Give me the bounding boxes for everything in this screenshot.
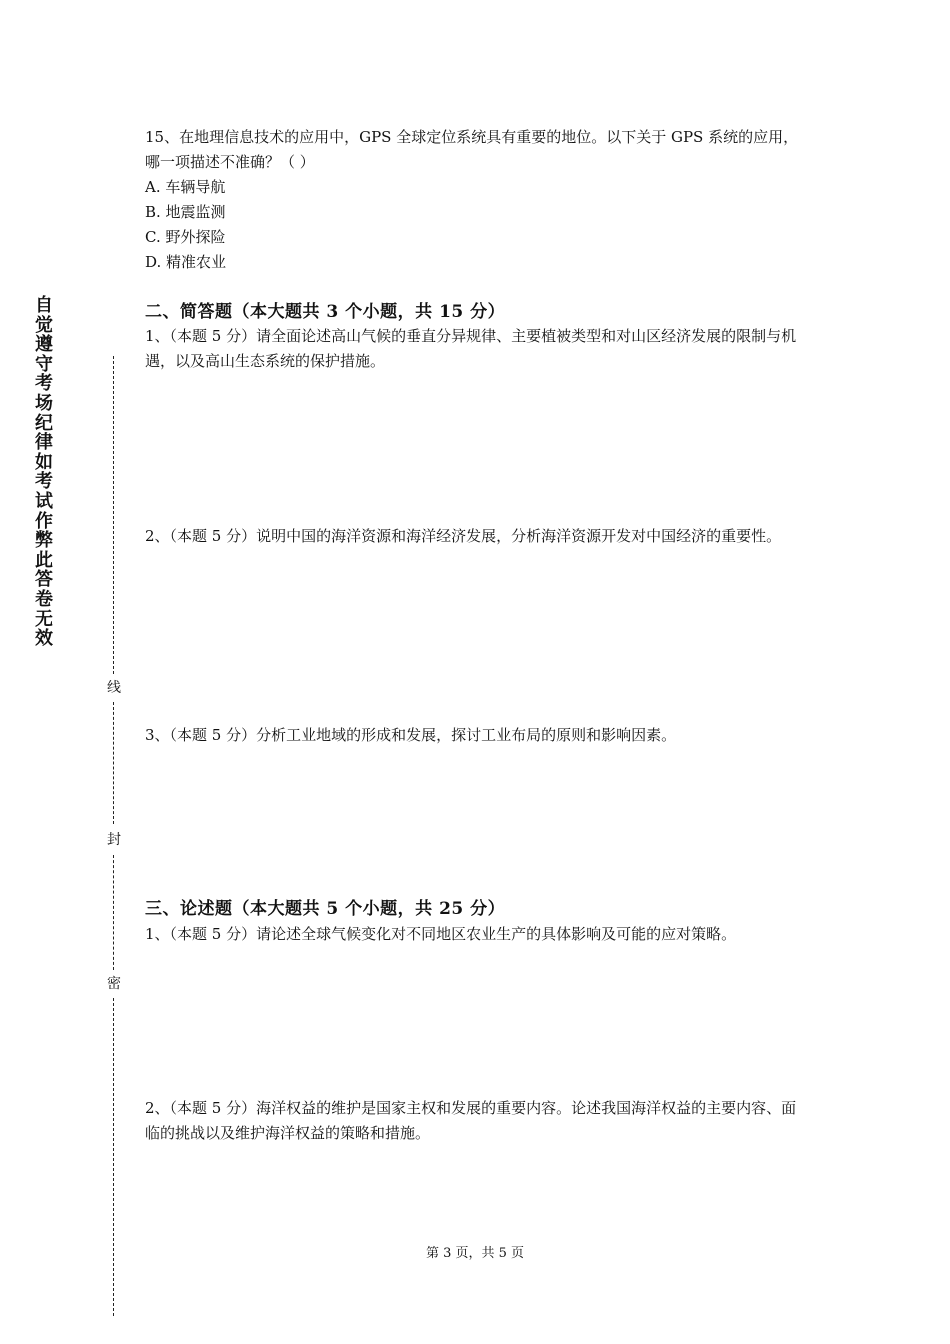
side-warning-char: 弊 (35, 530, 53, 552)
side-warning-text (33, 296, 55, 649)
side-warning-char: 觉 (35, 314, 53, 336)
question-15-option-b: B. 地震监测 (145, 203, 226, 221)
binding-dashed-line-mid (113, 702, 114, 824)
question-15-option-d: D. 精准农业 (145, 253, 227, 271)
section-3-question-2: 2、（本题 5 分）海洋权益的维护是国家主权和发展的重要内容。论述我国海洋权益的主要内容、面临的挑战以及维护海洋权益的策略和措施。 (145, 1099, 797, 1142)
binding-dashed-line-bottom (113, 998, 114, 1316)
section-2-question-2: 2、（本题 5 分）说明中国的海洋资源和海洋经济发展，分析海洋资源开发对中国经济的重要性。 (145, 527, 782, 545)
side-warning-char: 律 (35, 432, 53, 454)
section-2-question-1: 1、（本题 5 分）请全面论述高山气候的垂直分异规律、主要植被类型和对山区经济发展的限制与机遇，以及高山生态系统的保护措施。 (145, 327, 797, 370)
side-warning-char: 答 (35, 569, 53, 591)
side-warning-char: 纪 (35, 412, 53, 434)
side-warning-char: 如 (35, 451, 53, 473)
binding-dashed-line-lower (113, 855, 114, 970)
side-warning-char: 此 (35, 549, 53, 571)
question-15-option-c: C. 野外探险 (145, 228, 226, 246)
binding-dashed-line-top (113, 356, 114, 674)
side-warning-char: 效 (35, 628, 53, 650)
side-warning-char: 试 (35, 490, 53, 512)
side-warning-char: 守 (35, 353, 53, 375)
side-warning-char: 无 (35, 608, 53, 630)
section-2-title: 二、简答题（本大题共 3 个小题，共 15 分） (145, 302, 506, 322)
side-warning-char: 遵 (35, 334, 53, 356)
side-warning-char: 卷 (35, 588, 53, 610)
section-3-title: 三、论述题（本大题共 5 个小题，共 25 分） (145, 899, 506, 919)
side-warning-char: 自 (35, 295, 53, 316)
side-warning-char: 场 (35, 392, 53, 414)
section-3-question-1: 1、（本题 5 分）请论述全球气候变化对不同地区农业生产的具体影响及可能的应对策略。 (145, 925, 737, 943)
binding-mark-line: 线 (107, 680, 121, 696)
question-15-stem: 15、在地理信息技术的应用中，GPS 全球定位系统具有重要的地位。以下关于 GPS 系统的应用，哪一项描述不准确？（ ） (145, 128, 799, 171)
binding-mark-seal: 封 (107, 832, 121, 848)
section-2-question-3: 3、（本题 5 分）分析工业地域的形成和发展，探讨工业布局的原则和影响因素。 (145, 726, 677, 744)
page-footer: 第 3 页，共 5 页 (425, 1246, 525, 1261)
question-15-option-a: A. 车辆导航 (145, 178, 226, 196)
side-warning-char: 考 (35, 471, 53, 493)
side-warning-char: 考 (35, 373, 53, 395)
binding-mark-dense: 密 (107, 976, 121, 992)
side-warning-char: 作 (35, 510, 53, 532)
